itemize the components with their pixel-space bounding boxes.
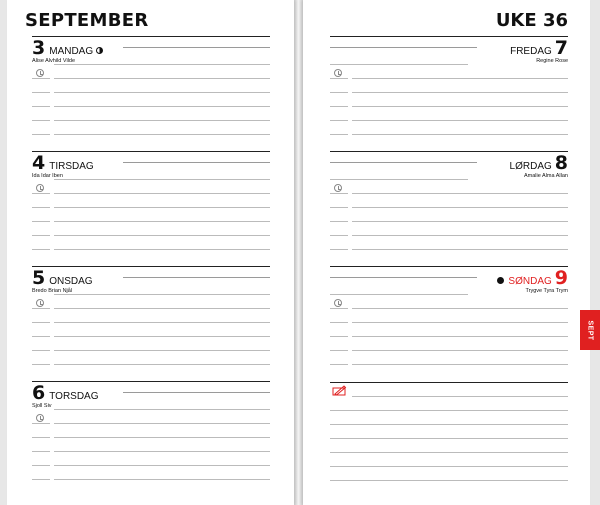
header-rule xyxy=(123,277,270,278)
day-block-saturday[interactable] xyxy=(330,151,568,266)
new-moon-icon xyxy=(497,277,504,284)
header-rule xyxy=(330,162,477,163)
name-days: Amalie Alma Allan xyxy=(523,173,568,179)
header-rule xyxy=(123,392,270,393)
header-rule xyxy=(123,162,270,163)
header-rule xyxy=(123,47,270,48)
day-number: 7 xyxy=(554,37,568,59)
day-name: TIRSDAG xyxy=(49,161,94,172)
day-number: 3 xyxy=(32,37,46,59)
notes-divider xyxy=(330,382,568,383)
day-name: LØRDAG xyxy=(509,161,552,172)
day-name: TORSDAG xyxy=(49,391,99,402)
month-tab-sept[interactable] xyxy=(580,310,600,350)
day-name: ONSDAG xyxy=(49,276,93,287)
day-name: SØNDAG xyxy=(508,276,552,287)
day-name: MANDAG xyxy=(49,46,94,57)
day-block-thursday[interactable] xyxy=(32,381,270,496)
notes-block[interactable] xyxy=(330,382,568,497)
name-days: Bredo Brian Njål xyxy=(32,288,73,294)
name-days: Regine Rose xyxy=(536,58,568,64)
day-block-wednesday[interactable] xyxy=(32,266,270,381)
clock-icon xyxy=(36,69,44,77)
day-block-friday[interactable] xyxy=(330,36,568,151)
day-name: FREDAG xyxy=(510,46,552,57)
header-rule xyxy=(330,277,477,278)
name-days: Ida Idar Iben xyxy=(32,173,63,179)
day-block-monday[interactable] xyxy=(32,36,270,151)
header-rule xyxy=(330,47,477,48)
month-title: SEPTEMBER xyxy=(25,10,149,31)
clock-icon xyxy=(334,184,342,192)
clock-icon xyxy=(334,69,342,77)
week-title: UKE 36 xyxy=(495,10,568,31)
clock-icon xyxy=(36,299,44,307)
month-tab-label: SEPT xyxy=(586,320,594,340)
book-spine xyxy=(294,0,303,505)
day-number: 5 xyxy=(32,267,46,289)
day-block-tuesday[interactable] xyxy=(32,151,270,266)
clock-icon xyxy=(36,414,44,422)
day-number: 9 xyxy=(554,267,568,289)
name-days: Alise Alvhild Vilde xyxy=(32,58,76,64)
day-number: 6 xyxy=(32,382,46,404)
day-number: 8 xyxy=(554,152,568,174)
day-block-sunday[interactable] xyxy=(330,266,568,381)
day-number: 4 xyxy=(32,152,46,174)
clock-icon xyxy=(334,299,342,307)
clock-icon xyxy=(36,184,44,192)
moon-phase-icon xyxy=(96,47,103,54)
pen-icon xyxy=(332,385,347,396)
name-days: Trygve Tyra Trym xyxy=(525,288,568,294)
name-days: Sjoll Siv xyxy=(32,403,52,409)
